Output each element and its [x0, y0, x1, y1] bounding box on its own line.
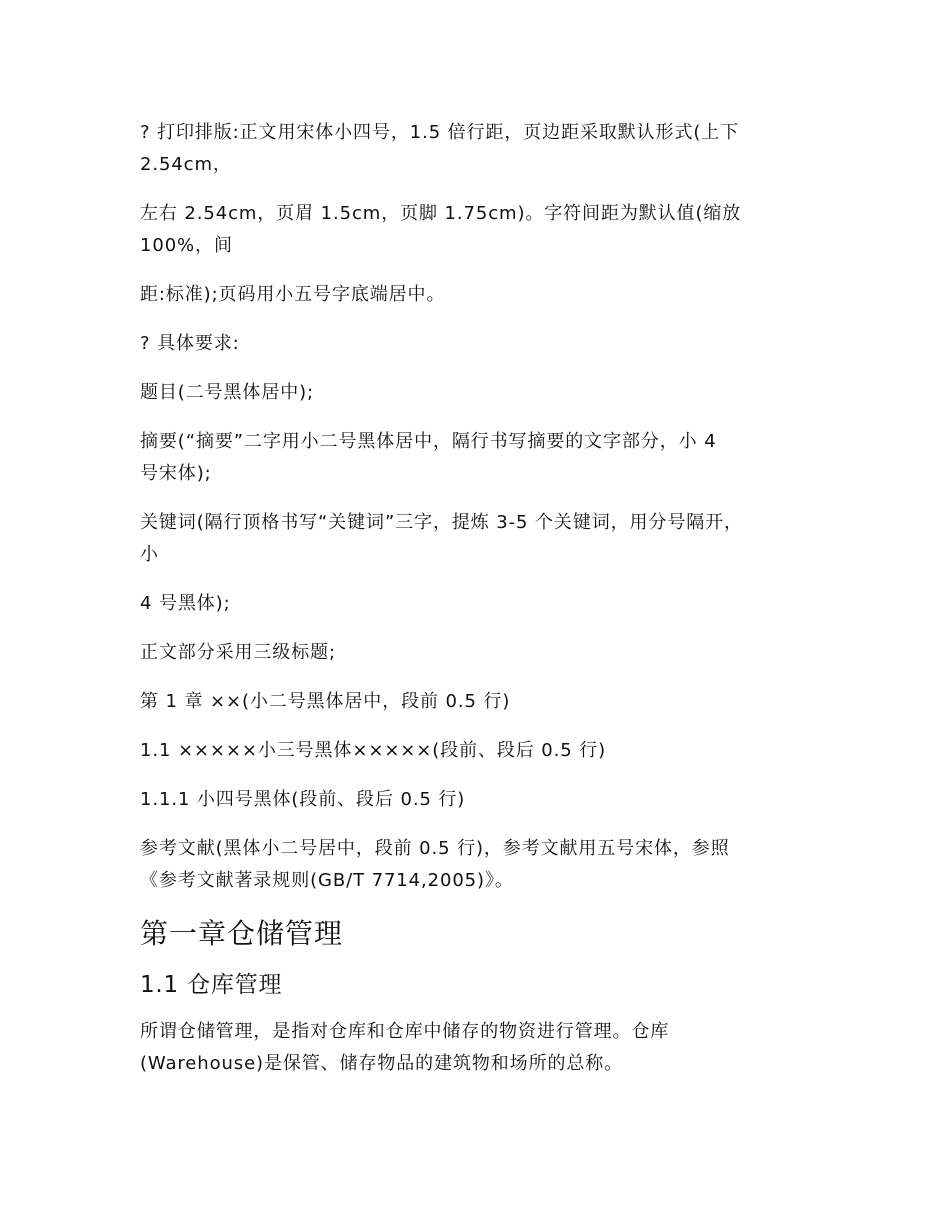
- paragraph: [140, 686, 820, 718]
- body-paragraph: [140, 1016, 820, 1080]
- paragraph-line: 1.1 ×××××小三号黑体×××××(段前、段后 0.5 行): [140, 740, 607, 761]
- paragraph: [140, 279, 820, 311]
- body-paragraph-line: (Warehouse)是保管、储存物品的建筑物和场所的总称。: [140, 1053, 624, 1074]
- paragraph-line: 小: [140, 544, 159, 565]
- paragraph-line: 100%，间: [140, 235, 233, 256]
- paragraph-line: 号宋体);: [140, 463, 212, 484]
- paragraph-line: 距:标准);页码用小五号字底端居中。: [140, 284, 446, 305]
- paragraph-line: 4 号黑体);: [140, 593, 231, 614]
- paragraph-line: ? 打印排版:正文用宋体小四号，1.5 倍行距，页边距采取默认形式(上下: [140, 122, 740, 143]
- paragraph: [140, 328, 820, 360]
- paragraph-line: 2.54cm，: [140, 154, 232, 175]
- paragraph: [140, 426, 820, 490]
- paragraph: [140, 507, 820, 571]
- paragraph-line: 第 1 章 ××(小二号黑体居中，段前 0.5 行): [140, 691, 511, 712]
- body-paragraph-line: 所谓仓储管理，是指对仓库和仓库中储存的物资进行管理。仓库: [140, 1021, 670, 1042]
- paragraph: [140, 784, 820, 816]
- paragraph-line: 正文部分采用三级标题;: [140, 642, 336, 663]
- paragraph: [140, 637, 820, 669]
- paragraph-line: 摘要(“摘要”二字用小二号黑体居中，隔行书写摘要的文字部分，小 4: [140, 431, 717, 452]
- paragraph-line: ? 具体要求:: [140, 333, 240, 354]
- paragraph-line: 题目(二号黑体居中);: [140, 382, 315, 403]
- section-heading: 1.1 仓库管理: [140, 972, 283, 998]
- paragraph-line: 关键词(隔行顶格书写“关键词”三字，提炼 3-5 个关键词，用分号隔开，: [140, 512, 743, 533]
- paragraph-line: 左右 2.54cm，页眉 1.5cm，页脚 1.75cm)。字符间距为默认值(缩放: [140, 203, 742, 224]
- paragraph-line: 《参考文献著录规则(GB/T 7714,2005)》。: [140, 870, 514, 891]
- formatting-requirements: [140, 117, 820, 897]
- paragraph-line: 1.1.1 小四号黑体(段前、段后 0.5 行): [140, 789, 466, 810]
- paragraph: [140, 117, 820, 181]
- paragraph: [140, 198, 820, 262]
- document-body: [140, 117, 820, 1097]
- paragraph: [140, 833, 820, 897]
- paragraph: [140, 377, 820, 409]
- paragraph: [140, 735, 820, 767]
- paragraph: [140, 588, 820, 620]
- chapter-heading: 第一章仓储管理: [140, 917, 344, 950]
- paragraph-line: 参考文献(黑体小二号居中，段前 0.5 行)，参考文献用五号宋体，参照: [140, 838, 730, 859]
